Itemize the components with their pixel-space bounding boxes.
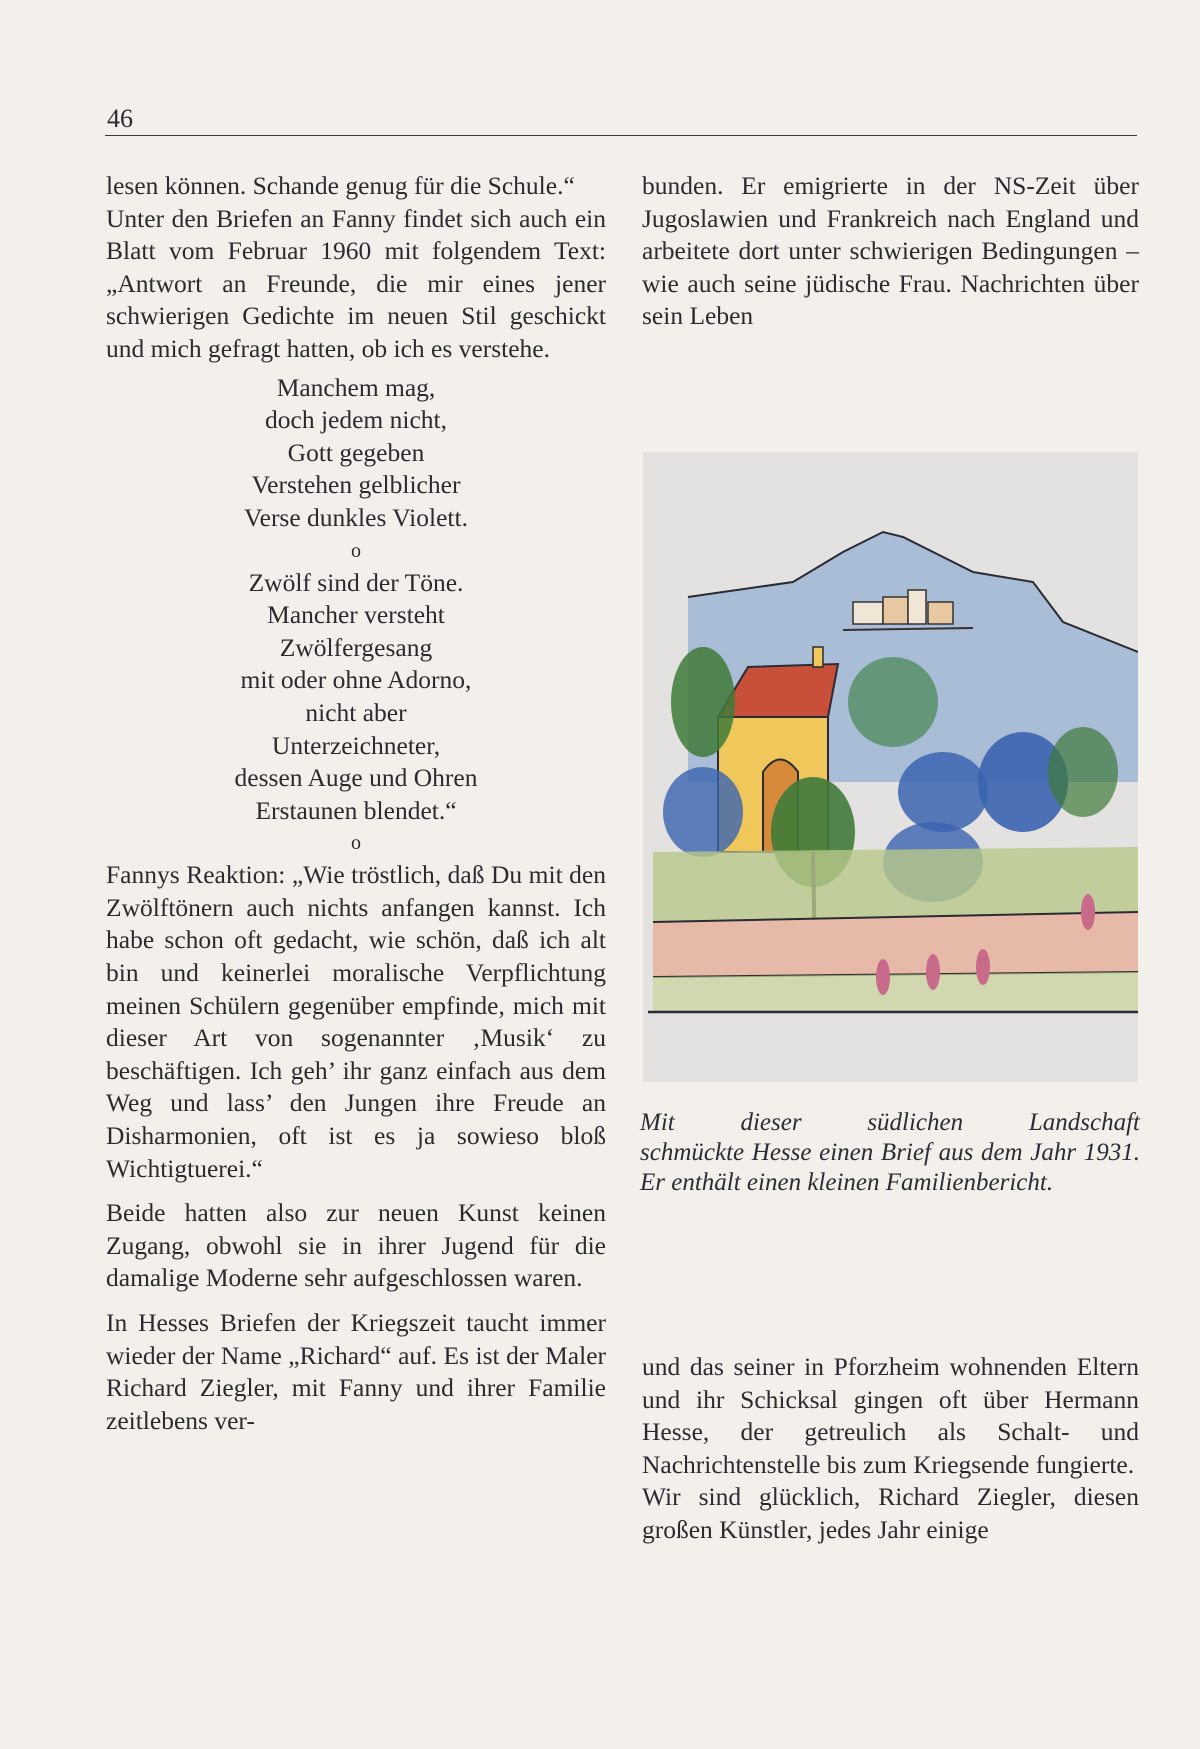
poem-line: mit oder ohne Adorno, <box>240 665 472 695</box>
paragraph-2: Unter den Briefen an Fanny findet sich auch ein Blatt vom Februar 1960 mit folgendem Text: „Antwort an Freunde, die mir eines jener schwierigen Gedichte im neuen Stil geschickt und mich gefragt hatten, ob ich es verstehe. <box>106 203 606 363</box>
poem-line: Zwölf sind der Töne. <box>248 567 464 597</box>
header-rule <box>105 135 1137 136</box>
left-column <box>106 170 606 1437</box>
poem-separator: o <box>351 539 361 562</box>
paragraph-5: In Hesses Briefen der Kriegszeit taucht immer wieder der Name „Richard“ auf. Es ist der Maler Richard Ziegler, mit Fanny und ihrer Familie zeitlebens ver- <box>106 1308 606 1435</box>
watercolor-landscape-image <box>643 452 1138 1082</box>
page-number: 46 <box>107 104 133 133</box>
poem-separator: o <box>351 832 361 855</box>
poem-line: Manchem mag, <box>276 372 436 402</box>
poem-line: Mancher versteht <box>267 600 445 630</box>
poem-line: Verstehen gelblicher <box>251 470 461 500</box>
caption-rest: schmückte Hesse einen Brief aus dem Jahr 1931. Er enthält einen kleinen Familienbericht. <box>640 1139 1140 1196</box>
right-paragraph-bottom-2: Wir sind glücklich, Richard Ziegler, diesen großen Künstler, jedes Jahr einige <box>642 1482 1139 1544</box>
poem <box>106 372 606 860</box>
landscape-illustration <box>643 452 1138 1082</box>
poem-line: Unterzeichneter, <box>271 730 441 760</box>
poem-line: Zwölfergesang <box>279 632 433 662</box>
right-column-bottom <box>642 1351 1139 1547</box>
right-column-top <box>642 170 1139 333</box>
paragraph-4: Beide hatten also zur neuen Kunst keinen Zugang, obwohl sie in ihrer Jugend für die damalige Moderne sehr aufgeschlossen waren. <box>106 1198 606 1293</box>
poem-line: nicht aber <box>305 697 407 727</box>
figure-caption <box>640 1108 1140 1198</box>
right-paragraph-bottom-1: und das seiner in Pforzheim wohnenden Eltern und ihr Schicksal gingen oft über Hermann Hesse, der getreulich als Schalt- und Nachrichtenstelle bis zum Kriegsende fungierte. <box>642 1352 1139 1479</box>
poem-line: doch jedem nicht, <box>265 405 447 435</box>
poem-line: Gott gegeben <box>287 437 425 467</box>
poem-line: Verse dunkles Violett. <box>244 502 468 532</box>
poem-line: dessen Auge und Ohren <box>234 763 478 793</box>
caption-line-1: Mit dieser südlichen Landschaft <box>640 1109 1140 1136</box>
paragraph-3: Fannys Reaktion: „Wie tröstlich, daß Du mit den Zwölftönern auch nichts anfangen kannst. Ich habe schon oft gedacht, wie schön, daß ich alt bin und keinerlei moralische Verpflichtung meinen Schülern gegenüber empfinde, mich mit dieser Art von sogenannter ‚Musik‘ zu beschäftigen. Ich geh’ ihr ganz einfach aus dem Weg und lass’ den Jungen ihre Freude an Disharmonien, oft ist es ja sowieso bloß Wichtigtuerei.“ <box>106 860 606 1183</box>
poem-line: Erstaunen blendet.“ <box>255 795 457 825</box>
paragraph-1: lesen können. Schande genug für die Schule.“ <box>106 171 575 200</box>
right-paragraph-top: bunden. Er emigrierte in der NS-Zeit über Jugoslawien und Frankreich nach England und arbeitete dort unter schwierigen Bedingungen – wie auch seine jüdische Frau. Nachrichten über sein Leben <box>642 171 1139 331</box>
